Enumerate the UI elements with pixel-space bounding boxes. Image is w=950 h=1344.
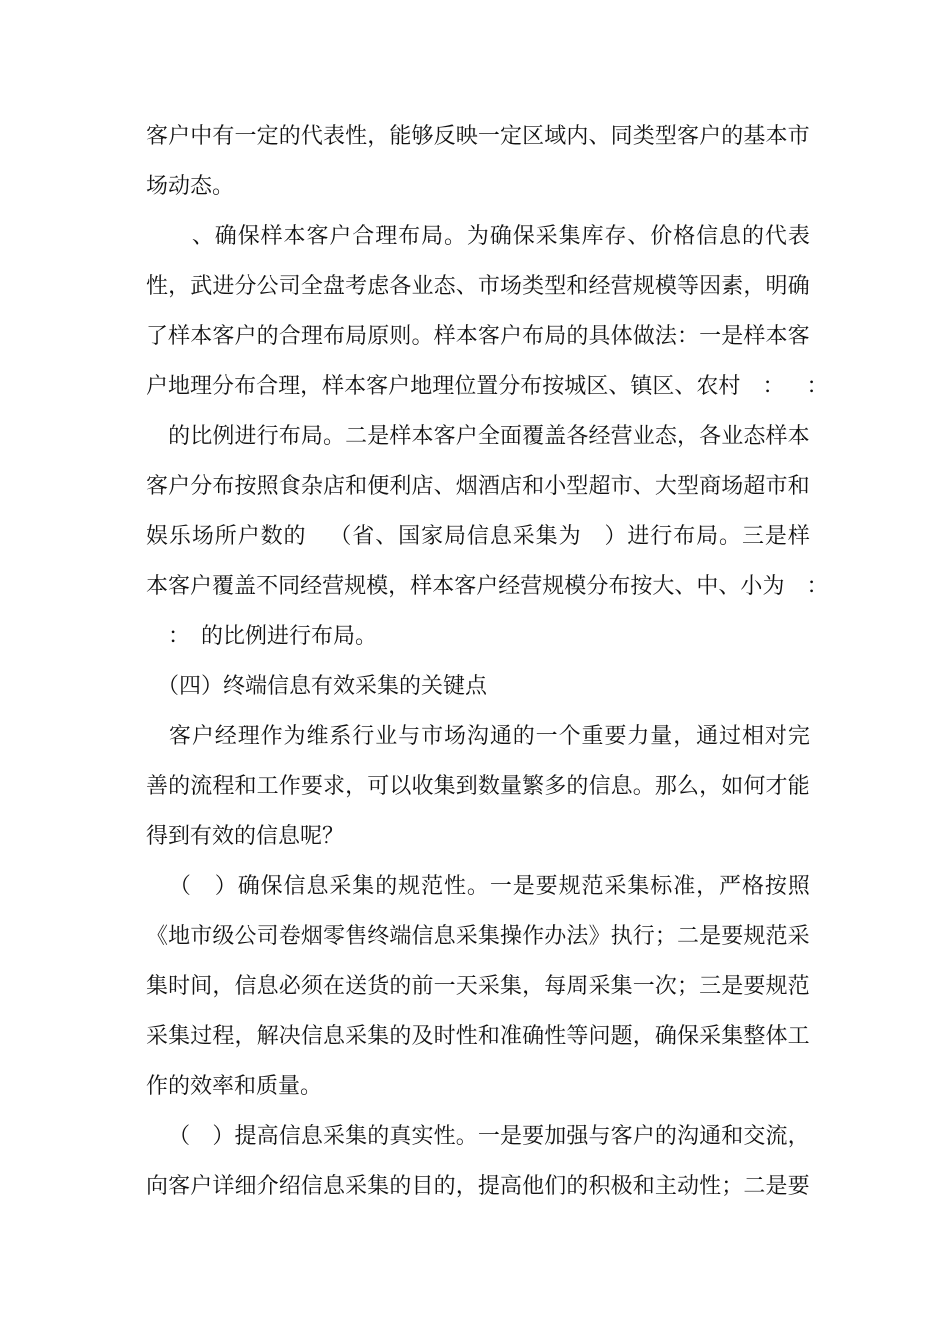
text-line: ： 的比例进行布局。 (146, 624, 378, 649)
text-line: 娱 乐 场 所 户 数 的 （ 省 、 国 家 局 信 息 采 集 为 ） 进 行 布 局 。 三 是 样 (146, 524, 810, 549)
text-line: 向 客 户 详 细 介 绍 信 息 采 集 的 目 的 ， 提 高 他 们 的 积 极 和 主 动 性 ； 二 是 要 (146, 1174, 810, 1199)
text-line: 客 户 分 布 按 照 食 杂 店 和 便 利 店 、 烟 酒 店 和 小 型 超 市 、 大 型 商 场 超 市 和 (146, 474, 810, 499)
text-line: 《 地 市 级 公 司 卷 烟 零 售 终 端 信 息 采 集 操 作 办 法 》 执 行 ； 二 是 要 规 范 采 (146, 924, 810, 949)
text-line: 善 的 流 程 和 工 作 要 求 ， 可 以 收 集 到 数 量 繁 多 的 信 息 。 那 么 ， 如 何 才 能 (146, 774, 810, 799)
text-line: 作的效率和质量。 (146, 1074, 323, 1099)
text-line: 场动态。 (146, 174, 235, 199)
section-heading: （四）终端信息有效采集的关键点 (146, 674, 488, 699)
text-line: 了 样 本 客 户 的 合 理 布 局 原 则 。 样 本 客 户 布 局 的 具 体 做 法 ： 一 是 样 本 客 (146, 324, 810, 349)
text-line: 客 户 中 有 一 定 的 代 表 性 ， 能 够 反 映 一 定 区 域 内 、 同 类 型 客 户 的 基 本 市 (146, 124, 810, 149)
text-line: （ ） 提 高 信 息 采 集 的 真 实 性 。 一 是 要 加 强 与 客 户 的 沟 通 和 交 流 ， (168, 1124, 810, 1149)
text-line: 采 集 过 程 ， 解 决 信 息 采 集 的 及 时 性 和 准 确 性 等 问 题 ， 确 保 采 集 整 体 工 (146, 1024, 810, 1049)
text-line: 得到有效的信息呢？ (146, 824, 345, 849)
text-line: 客 户 经 理 作 为 维 系 行 业 与 市 场 沟 通 的 一 个 重 要 力 量 ， 通 过 相 对 完 (168, 724, 810, 749)
text-line: 的 比 例 进 行 布 局 。 二 是 样 本 客 户 全 面 覆 盖 各 经 营 业 态 ， 各 业 态 样 本 (168, 424, 810, 449)
text-line: 集 时 间 ， 信 息 必 须 在 送 货 的 前 一 天 采 集 ， 每 周 采 集 一 次 ； 三 是 要 规 范 (146, 974, 810, 999)
text-line: 、 确 保 样 本 客 户 合 理 布 局 。 为 确 保 采 集 库 存 、 价 格 信 息 的 代 表 (191, 224, 810, 249)
text-line: 户 地 理 分 布 合 理 ， 样 本 客 户 地 理 位 置 分 布 按 城 区 、 镇 区 、 农 村 ： ： (146, 374, 829, 399)
text-line: 本 客 户 覆 盖 不 同 经 营 规 模 ， 样 本 客 户 经 营 规 模 分 布 按 大 、 中 、 小 为 ： (146, 574, 829, 599)
text-line: （ ） 确 保 信 息 采 集 的 规 范 性 。 一 是 要 规 范 采 集 标 准 ， 严 格 按 照 (168, 874, 810, 899)
text-line: 性 ， 武 进 分 公 司 全 盘 考 虑 各 业 态 、 市 场 类 型 和 经 营 规 模 等 因 素 ， 明 确 (146, 274, 810, 299)
